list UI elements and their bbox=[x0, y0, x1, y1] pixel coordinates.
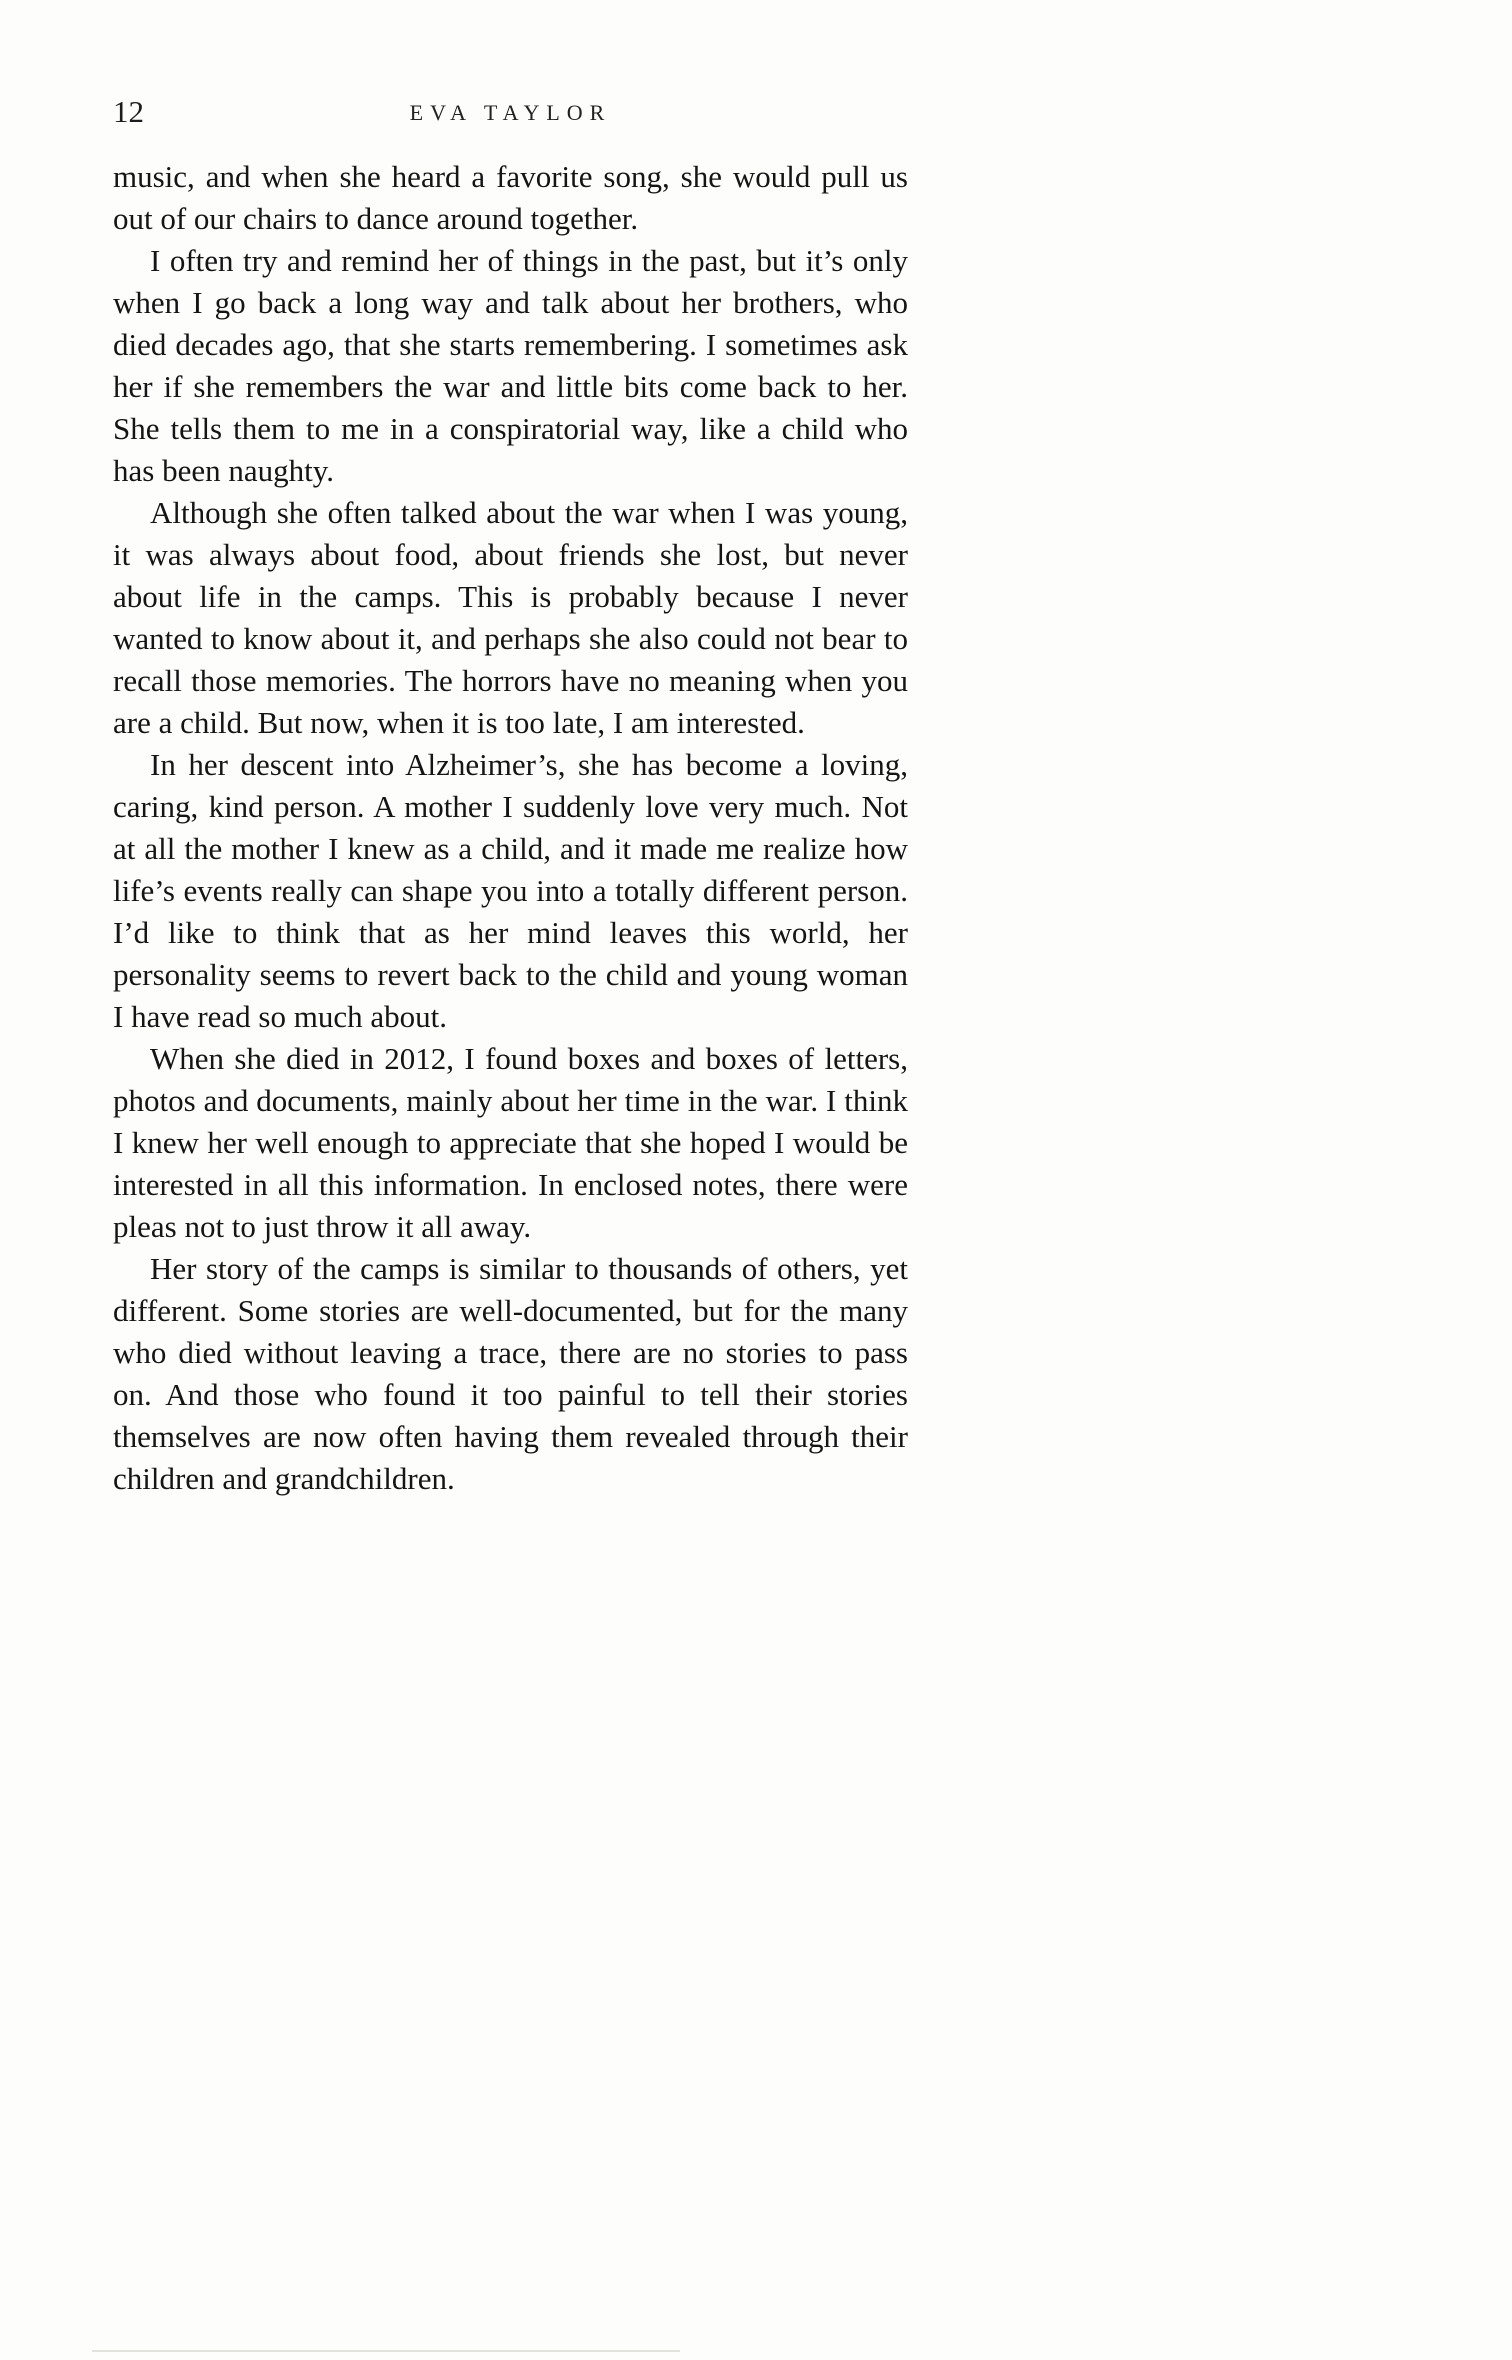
paragraph: music, and when she heard a favorite song, she would pull us out of our chairs to dance around together. bbox=[113, 159, 908, 236]
paragraph: Although she often talked about the war when I was young, it was always about food, about friends she lost, but never about life in the camps. This is probably because I never wanted to know about it, and perhaps she also could not bear to recall those memories. The horrors have no meaning when you are a child. But now, when it is too late, I am interested. bbox=[113, 495, 908, 740]
running-header-author: EVA TAYLOR bbox=[409, 100, 612, 125]
page-edge-artifact bbox=[92, 2350, 680, 2352]
page-number: 12 bbox=[113, 94, 144, 129]
paragraph: When she died in 2012, I found boxes and boxes of letters, photos and documents, mainly about her time in the war. I think I knew her well enough to appreciate that she hoped I would be interested in all this information. In enclosed notes, there were pleas not to just throw it all away. bbox=[113, 1041, 908, 1244]
paragraph: In her descent into Alzheimer’s, she has become a loving, caring, kind person. A mother I suddenly love very much. Not at all the mother I knew as a child, and it made me realize how life’s events really can shape you into a totally different person. I’d like to think that as her mind leaves this world, her personality seems to revert back to the child and young woman I have read so much about. bbox=[113, 747, 908, 1034]
body-text bbox=[113, 156, 908, 1500]
paragraph: I often try and remind her of things in the past, but it’s only when I go back a long way and talk about her brothers, who died decades ago, that she starts remembering. I sometimes ask her if she remembers the war and little bits come back to her. She tells them to me in a conspiratorial way, like a child who has been naughty. bbox=[113, 243, 908, 488]
paragraph: Her story of the camps is similar to thousands of others, yet different. Some stories are well-documented, but for the many who died without leaving a trace, there are no stories to pass on. And those who found it too painful to tell their stories themselves are now often having them revealed through their children and grandchildren. bbox=[113, 1251, 908, 1496]
